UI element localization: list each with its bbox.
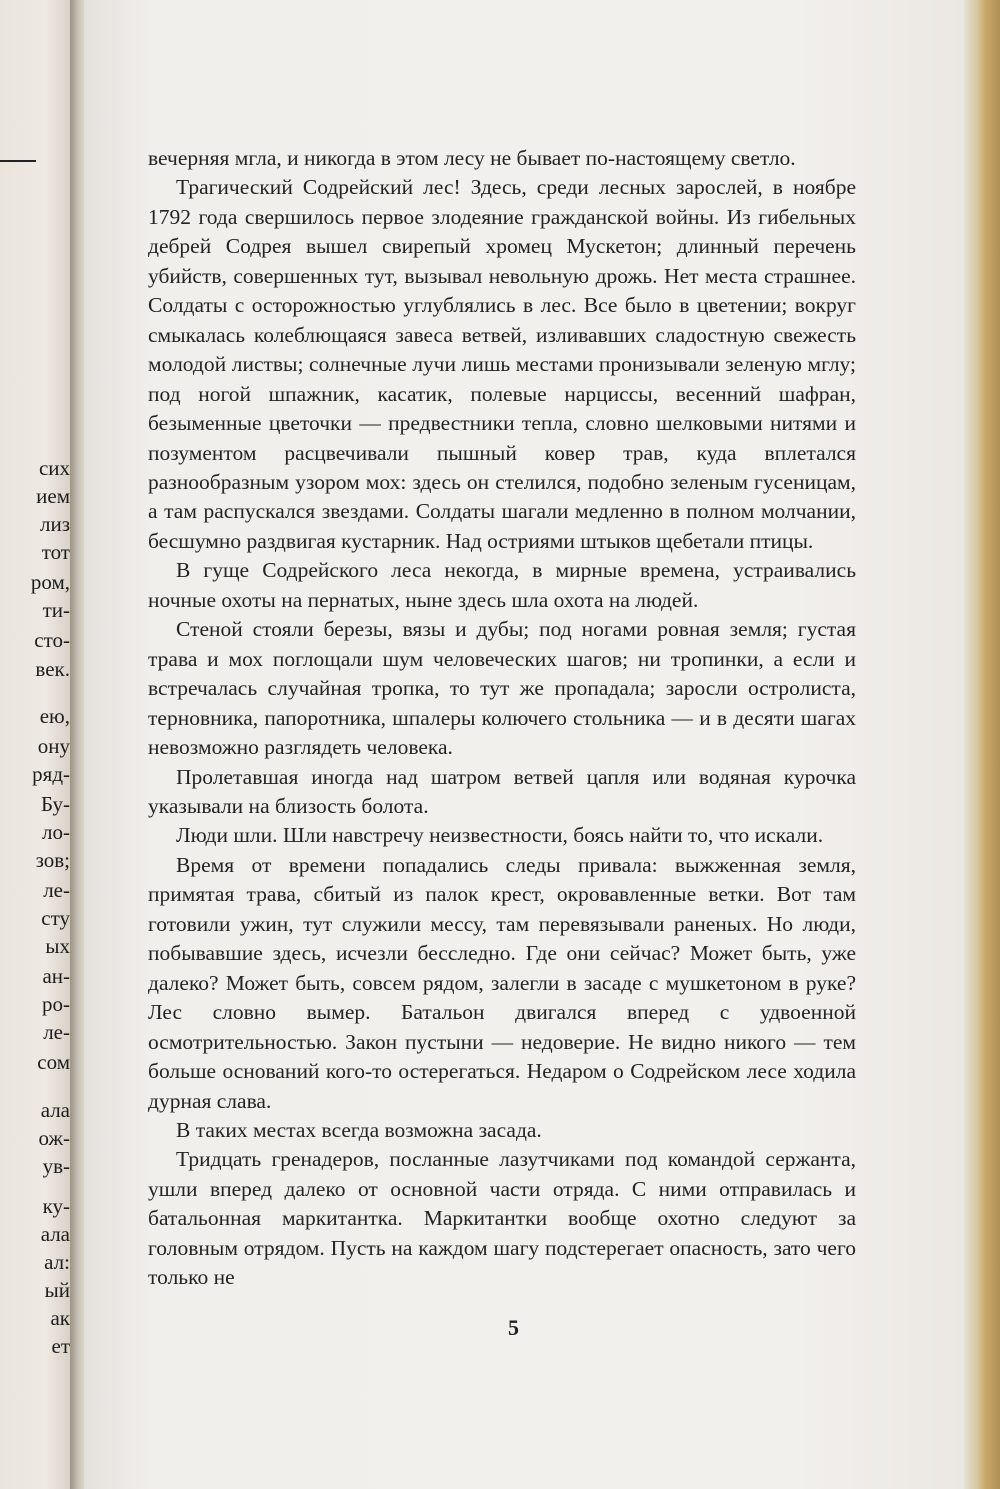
- paragraph: Трагический Содрейский лес! Здесь, среди лесных зарослей, в ноябре 1792 года свершилось первое злодеяние гражданской войны. Из гибельных дебрей Содрея вышел свирепый хромец Мускетон; длинный перечень убийств, совершенных тут, вызывал невольную дрожь. Нет места страшнее. Солдаты с осторожностью углублялись в лес. Все было в цветении; вокруг смыкалась колеблющаяся завеса ветвей, изливавших сладостную свежесть молодой листвы; солнечные лучи лишь местами пронизывали зеленую мглу; под ногой шпажник, касатик, полевые нарциссы, весенний шафран, безыменные цветочки — предвестники тепла, словно шелковыми нитями и позументом расцвечивали пышный ковер трав, куда вплетался разнообразным узором мох: здесь он стелился, подобно зеленым гусеницам, а там распускался звездами. Солдаты шагали медленно в полном молчании, бесшумно раздвигая кустарник. Над остриями штыков щебетали птицы.: [148, 175, 856, 553]
- left-fragment: ле-: [43, 878, 70, 902]
- page-number: 5: [508, 1315, 519, 1340]
- left-fragment: век.: [35, 657, 70, 681]
- left-fragment: ле-: [43, 1020, 70, 1044]
- left-fragment: сих: [38, 456, 70, 480]
- paragraph: Время от времени попадались следы привала: выжженная земля, примятая трава, сбитый из палок крест, окровавленные ветки. Вот там готовили ужин, тут служили мессу, там перевязывали раненых. Но люди, побывавшие здесь, исчезли бесследно. Где они сейчас? Может быть, уже далеко? Может быть, совсем рядом, залегли в засаде с мушкетоном в руке? Лес словно вымер. Батальон двигался вперед с удвоенной осмотрительностью. Закон пустыни — недоверие. Не видно никого — тем больше оснований кого-то остерегаться. Недаром о Содрейском лесе ходила дурная слава.: [148, 852, 856, 1113]
- left-fragment: ала: [40, 1098, 70, 1122]
- paragraph: Пролетавшая иногда над шатром ветвей цапля или водяная курочка указывали на близость болота.: [148, 764, 856, 818]
- paragraph: вечерняя мгла, и никогда в этом лесу не бывает по-настоящему светло.: [148, 146, 796, 170]
- left-fragment: ый: [44, 1278, 70, 1302]
- paragraph: Стеной стояли березы, вязы и дубы; под ногами ровная земля; густая трава и мох поглощали шум человеческих шагов; ни тропинки, а если и встречалась случайная тропка, то тут же пропадала; заросли остролиста, терновника, папоротника, шпалеры колючего стольника — и в десяти шагах невозможно разглядеть человека.: [148, 617, 856, 760]
- left-fragment: ув-: [42, 1154, 70, 1178]
- paragraph: В таких местах всегда возможна засада.: [176, 1117, 542, 1142]
- left-fragment: сом: [37, 1050, 70, 1074]
- page-edge: [964, 0, 1000, 1489]
- left-fragment: ож-: [38, 1126, 70, 1150]
- left-fragment: ею,: [39, 704, 70, 728]
- left-fragment: сто-: [34, 628, 70, 652]
- left-fragment: ром,: [30, 570, 70, 594]
- left-fragment: лиз: [39, 512, 70, 536]
- left-fragment: ку-: [42, 1194, 70, 1218]
- left-fragment: тот: [41, 540, 70, 564]
- left-page-rule: [0, 160, 36, 162]
- left-fragment: ти-: [42, 598, 70, 622]
- left-fragment: ону: [37, 734, 70, 758]
- left-fragment: ан-: [42, 964, 70, 988]
- left-fragment: ро-: [42, 992, 70, 1016]
- paragraph: Люди шли. Шли навстречу неизвестности, боясь найти то, что искали.: [176, 823, 824, 848]
- left-fragment: ак: [50, 1306, 70, 1330]
- left-fragment: зов;: [35, 848, 70, 872]
- left-fragment: Бу-: [40, 792, 70, 816]
- left-fragment: ло-: [42, 820, 70, 844]
- left-fragment: ряд-: [32, 762, 70, 786]
- left-fragment: ет: [51, 1334, 70, 1358]
- left-fragment: сту: [41, 906, 70, 930]
- left-page: [0, 0, 76, 1489]
- left-fragment: ием: [36, 484, 70, 508]
- page-text: [148, 144, 856, 1293]
- left-fragment: ых: [45, 934, 70, 958]
- left-fragment: ала: [40, 1222, 70, 1246]
- left-fragment: ал:: [44, 1250, 70, 1274]
- paragraph: В гуще Содрейского леса некогда, в мирные времена, устраивались ночные охоты на пернатых, ныне здесь шла охота на людей.: [148, 558, 856, 612]
- paragraph: Тридцать гренадеров, посланные лазутчиками под командой сержанта, ушли вперед далеко от основной части отряда. С ними отправилась и батальонная маркитантка. Маркитантки вообще охотно следуют за головным отрядом. Пусть на каждом шагу подстерегает опасность, зато чего только не: [148, 1147, 856, 1290]
